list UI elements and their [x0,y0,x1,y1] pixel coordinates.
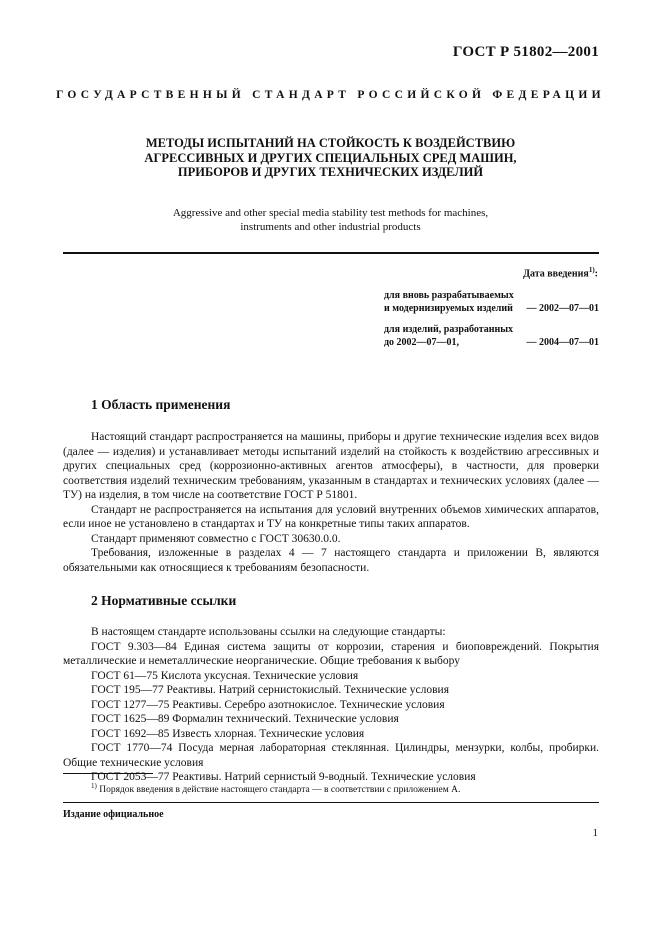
intro-date-text: Дата введения [523,268,589,280]
intro-date-line: для вновь разрабатываемых [384,290,514,301]
footnote-ref: 1) [588,266,595,274]
section-1-heading: 1 Область применения [91,397,231,412]
paragraph: Стандарт не распространяется на испытания для условий внутренних объемов химических аппаратов, если иное не установлено в стандартах и ТУ на конкретные типы таких аппаратов. [63,503,599,530]
english-title-line: instruments and other industrial products [240,221,421,233]
intro-date-colon: : [594,268,598,280]
paragraph: Стандарт применяют совместно с ГОСТ 30630.0.0. [91,532,341,545]
intro-date-new-products [384,289,599,315]
english-title-line: Aggressive and other special media stability test methods for machines, [172,207,489,219]
intro-date-existing-products [384,323,599,349]
section-1-body [63,430,599,575]
reference-item: ГОСТ 1692—85 Известь хлорная. Технические условия [91,727,365,740]
paragraph: Настоящий стандарт распространяется на машины, приборы и другие технические изделия всех видов (далее — изделия) и устанавливает методы испытаний изделий на стойкость к воздействию агрессивных и других специальных сред (коррозионно-активных агентов атмосферы), в частности, для проверки соответствия изделий техническим требованиям, указанным в стандартах и технических условиях (далее — ТУ) на изделия, в том числе на соответствие ГОСТ Р 51801. [63,431,599,501]
footnote-text: Порядок введения в действие настоящего стандарта — в соответствии с приложением А. [99,785,461,796]
document-number: ГОСТ Р 51802—2001 [452,44,599,60]
title-line: ПРИБОРОВ И ДРУГИХ ТЕХНИЧЕСКИХ ИЗДЕЛИЙ [177,165,484,179]
intro-date-label [523,264,598,280]
title-line: АГРЕССИВНЫХ И ДРУГИХ СПЕЦИАЛЬНЫХ СРЕД МАШИН, [144,150,517,165]
reference-item: ГОСТ 1625—89 Формалин технический. Технические условия [91,713,399,725]
title-line: МЕТОДЫ ИСПЫТАНИЙ НА СТОЙКОСТЬ К ВОЗДЕЙСТВИЮ [145,136,516,150]
intro-date-value: — 2004—07—01 [526,337,599,348]
title-divider [63,252,599,254]
paragraph: В настоящем стандарте использованы ссылки на следующие стандарты: [91,626,446,638]
footnote-divider [63,773,153,774]
footnote-mark: 1) [91,782,97,790]
footnote [91,782,460,795]
intro-date-line: для изделий, разработанных [384,324,514,335]
intro-date-value: — 2002—07—01 [526,303,599,314]
english-title [0,206,661,234]
edition-label: Издание официальное [63,809,164,820]
page-number: 1 [592,827,598,839]
paragraph: Требования, изложенные в разделах 4 — 7 настоящего стандарта и приложении В, являются обязательными как относящиеся к требованиям безопасности. [63,547,599,574]
reference-item: ГОСТ 195—77 Реактивы. Натрий сернистокислый. Технические условия [91,684,449,696]
reference-item: ГОСТ 1770—74 Посуда мерная лабораторная стеклянная. Цилиндры, мензурки, колбы, пробирки. Общие технические условия [63,742,599,769]
intro-date-line: и модернизируемых изделий [384,303,513,314]
document-title [0,136,661,180]
footer-divider [63,802,599,803]
section-2-heading: 2 Нормативные ссылки [91,593,237,608]
section-2-body [63,625,599,785]
reference-item: ГОСТ 2053—77 Реактивы. Натрий сернистый 9-водный. Технические условия [91,771,476,783]
reference-item: ГОСТ 9.303—84 Единая система защиты от коррозии, старения и биоповреждений. Покрытия металлические и неметаллические неорганические. Общие требования к выбору [63,640,599,667]
reference-item: ГОСТ 61—75 Кислота уксусная. Технические условия [91,669,359,682]
state-standard-banner: ГОСУДАРСТВЕННЫЙ СТАНДАРТ РОССИЙСКОЙ ФЕДЕРАЦИИ [56,89,605,101]
intro-date-row [384,302,599,315]
intro-date-line: до 2002—07—01, [384,337,460,348]
reference-item: ГОСТ 1277—75 Реактивы. Серебро азотнокислое. Технические условия [91,698,445,711]
intro-date-row [384,336,599,349]
